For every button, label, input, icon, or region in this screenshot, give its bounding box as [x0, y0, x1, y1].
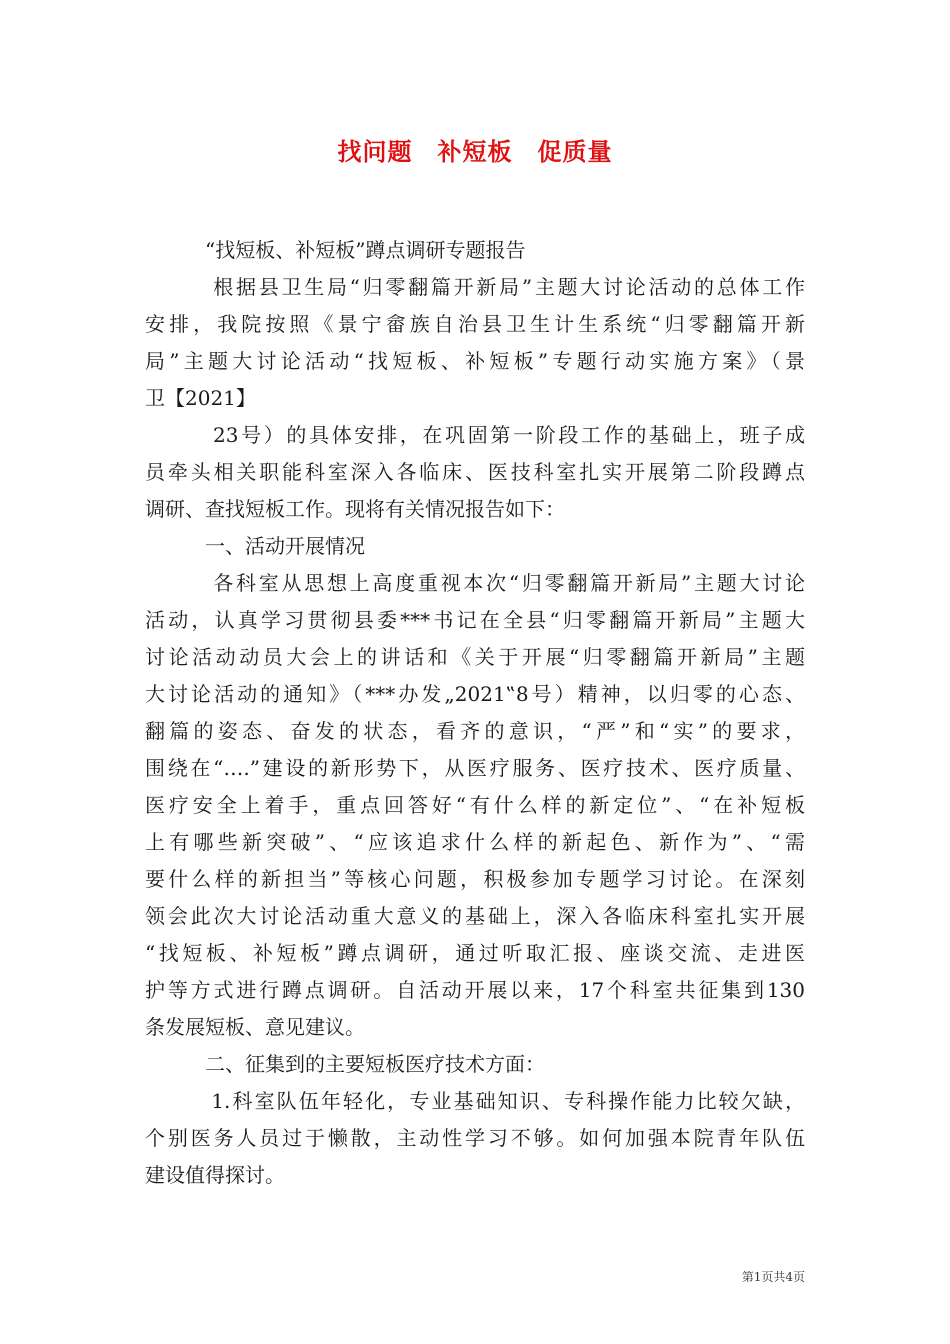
body-line: 大讨论活动的通知》（***办发„2021‟8号）精神，以归零的心态、 [145, 682, 805, 706]
body-line: 各科室从思想上高度重视本次“归零翻篇开新局”主题大讨论 [145, 571, 805, 595]
section-heading: 一、活动开展情况 [145, 534, 365, 558]
body-line: 医疗安全上着手，重点回答好“有什么样的新定位”、“在补短板 [145, 793, 805, 817]
page-footer: 第1页共4页 [741, 1270, 805, 1284]
body-line: 护等方式进行蹲点调研。自活动开展以来，17个科室共征集到130 [145, 978, 805, 1002]
body-line: 个别医务人员过于懒散，主动性学习不够。如何加强本院青年队伍 [145, 1126, 805, 1150]
body-line: 要什么样的新担当”等核心问题，积极参加专题学习讨论。在深刻 [145, 867, 805, 891]
body-line: 建设值得探讨。 [145, 1163, 285, 1187]
body-line: 员牵头相关职能科室深入各临床、医技科室扎实开展第二阶段蹲点 [145, 460, 805, 484]
body-line: “找短板、补短板”蹲点调研专题报告 [145, 238, 526, 262]
body-line: 根据县卫生局“归零翻篇开新局”主题大讨论活动的总体工作 [145, 275, 805, 299]
body-line: 卫【2021】 [145, 386, 256, 410]
body-line: 条发展短板、意见建议。 [145, 1015, 365, 1039]
body-line: 调研、查找短板工作。现将有关情况报告如下： [145, 497, 565, 521]
body-line: 围绕在“….”建设的新形势下，从医疗服务、医疗技术、医疗质量、 [145, 756, 805, 780]
body-line: 领会此次大讨论活动重大意义的基础上，深入各临床科室扎实开展 [145, 904, 805, 928]
body-line: 讨论活动动员大会上的讲话和《关于开展“归零翻篇开新局”主题 [145, 645, 805, 669]
body-line: “找短板、补短板”蹲点调研，通过听取汇报、座谈交流、走进医 [145, 941, 805, 965]
body-line: 安排，我院按照《景宁畲族自治县卫生计生系统“归零翻篇开新 [145, 312, 805, 336]
body-line: 1.科室队伍年轻化，专业基础知识、专科操作能力比较欠缺， [145, 1089, 805, 1113]
body-line: 活动，认真学习贯彻县委***书记在全县“归零翻篇开新局”主题大 [145, 608, 805, 632]
body-line: 翻篇的姿态、奋发的状态，看齐的意识，“严”和“实”的要求， [145, 719, 805, 743]
document-title: 找问题 补短板 促质量 [337, 138, 613, 166]
body-line: 23号）的具体安排，在巩固第一阶段工作的基础上，班子成 [145, 423, 805, 447]
body-line: 局”主题大讨论活动“找短板、补短板”专题行动实施方案》（景 [145, 349, 805, 373]
body-line: 上有哪些新突破”、“应该追求什么样的新起色、新作为”、“需 [145, 830, 805, 854]
document-body [145, 232, 805, 1194]
section-heading: 二、征集到的主要短板医疗技术方面： [145, 1052, 545, 1076]
